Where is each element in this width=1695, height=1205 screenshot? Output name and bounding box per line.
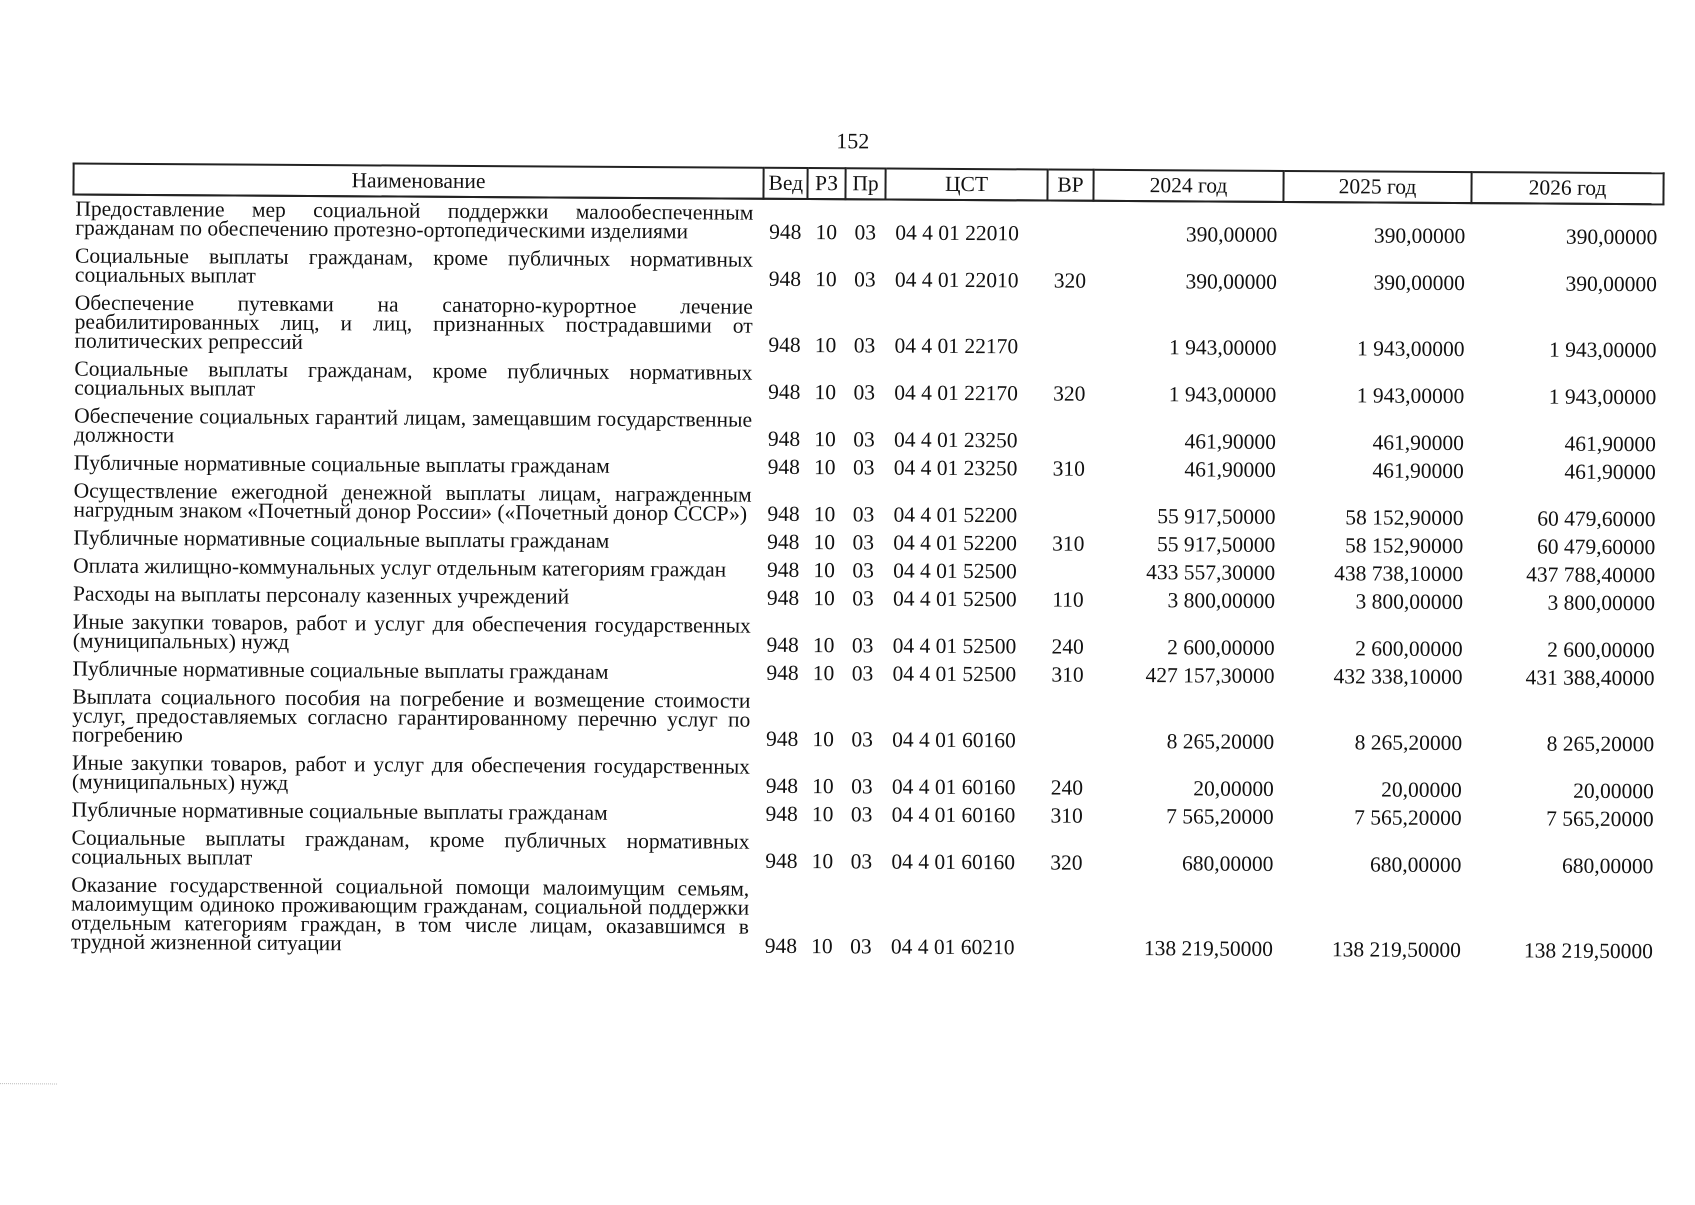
row-cst: 04 4 01 23250 (893, 455, 1018, 481)
row-ved: 948 (766, 632, 799, 657)
row-cst: 04 4 01 22170 (894, 333, 1019, 359)
row-amount-2026: 8 265,20000 (1546, 731, 1655, 757)
row-vr: 310 (1050, 803, 1083, 828)
row-rz: 10 (813, 502, 836, 527)
row-ved: 948 (769, 219, 802, 245)
row-vr: 110 (1052, 587, 1084, 612)
row-pr: 03 (853, 380, 876, 405)
row-amount-2024: 461,90000 (1184, 457, 1276, 482)
row-amount-2024: 20,00000 (1193, 776, 1274, 801)
row-name: Социальные выплаты гражданам, кроме публичных нормативных социальных выплат (74, 356, 753, 401)
row-cst: 04 4 01 60160 (891, 774, 1016, 800)
row-amount-2024: 8 265,20000 (1166, 729, 1275, 754)
row-amount-2024: 680,00000 (1181, 851, 1274, 876)
row-amount-2025: 2 600,00000 (1355, 636, 1463, 662)
row-rz: 10 (812, 633, 835, 658)
row-ved: 948 (765, 801, 798, 826)
row-vr (1043, 877, 1090, 962)
row-amount-2026: 138 219,50000 (1523, 938, 1653, 964)
row-amount-2026: 431 388,40000 (1525, 665, 1655, 691)
row-amount-2025: 390,00000 (1373, 223, 1466, 249)
row-name: Публичные нормативные социальные выплаты гражданам (72, 656, 609, 684)
row-amount-2026: 60 479,60000 (1537, 534, 1656, 560)
row-cst: 04 4 01 60160 (891, 802, 1016, 828)
row-amount-2026: 20,00000 (1573, 778, 1654, 804)
row-vr (1045, 558, 1091, 586)
row-amount-2026: 1 943,00000 (1548, 384, 1657, 410)
row-name: Обеспечение социальных гарантий лицам, замещавшим государственные должности (73, 403, 753, 448)
row-amount-2024: 1 943,00000 (1168, 335, 1277, 360)
row-amount-2025: 20,00000 (1381, 777, 1462, 803)
row-vr: 320 (1053, 381, 1086, 406)
row-vr: 320 (1050, 850, 1083, 875)
row-ved: 948 (768, 379, 801, 404)
row-vr (1046, 409, 1092, 456)
row-rz: 10 (811, 934, 833, 959)
row-name: Оплата жилищно-коммунальных услуг отдельным категориям граждан (73, 553, 727, 582)
row-amount-2026: 60 479,60000 (1537, 506, 1656, 532)
row-name: Обеспечение путевками на санаторно-курортное лечение реабилитированных лиц, и лиц, признанных пострадавшими от политических репрессий (74, 290, 753, 354)
row-amount-2025: 1 943,00000 (1356, 383, 1465, 409)
row-cst: 04 4 01 60160 (892, 727, 1016, 753)
row-vr (1044, 689, 1090, 755)
row-cst: 04 4 01 22010 (894, 267, 1019, 293)
row-rz: 10 (812, 727, 834, 752)
row-amount-2026: 680,00000 (1561, 853, 1654, 879)
row-vr: 320 (1053, 268, 1087, 293)
row-amount-2025: 432 338,10000 (1333, 664, 1463, 690)
row-ved: 948 (766, 585, 800, 610)
row-amount-2025: 8 265,20000 (1354, 730, 1463, 756)
row-name: Осуществление ежегодной денежной выплаты лицам, награжденным нагрудным знаком «Почетный донор России» («Почетный донор СССР») (73, 478, 752, 526)
row-cst: 04 4 01 52500 (892, 661, 1017, 687)
row-cst: 04 4 01 52500 (892, 633, 1017, 659)
row-amount-2024: 55 917,50000 (1157, 532, 1276, 557)
row-pr: 03 (854, 267, 876, 292)
row-amount-2025: 58 152,90000 (1345, 533, 1464, 559)
row-amount-2026: 2 600,00000 (1547, 637, 1655, 663)
row-amount-2025: 3 800,00000 (1355, 589, 1464, 615)
row-amount-2024: 138 219,50000 (1143, 936, 1273, 961)
row-rz: 10 (814, 333, 837, 358)
row-amount-2026: 461,90000 (1564, 431, 1657, 457)
row-amount-2025: 680,00000 (1369, 852, 1462, 878)
row-rz: 10 (812, 661, 835, 686)
row-pr: 03 (851, 774, 873, 799)
row-cst: 04 4 01 52200 (893, 530, 1018, 556)
header-vr: ВР (1047, 170, 1093, 201)
row-amount-2024: 427 157,30000 (1145, 663, 1275, 688)
row-amount-2026: 461,90000 (1564, 459, 1656, 485)
row-name: Предоставление мер социальной поддержки малообеспеченным гражданам по обеспечению протезно-ортопедическими изделиями (75, 196, 754, 244)
row-ved: 948 (764, 933, 798, 958)
header-name: Наименование (73, 164, 763, 199)
scan-artifact (0, 1083, 57, 1085)
row-amount-2026: 3 800,00000 (1547, 590, 1656, 616)
row-cst: 04 4 01 60210 (890, 934, 1015, 960)
row-vr: 310 (1052, 531, 1085, 556)
row-pr: 03 (850, 934, 872, 959)
row-pr: 03 (851, 727, 873, 752)
row-ved: 948 (767, 454, 801, 479)
row-ved: 948 (765, 726, 799, 751)
row-pr: 03 (852, 586, 874, 611)
row-rz: 10 (813, 530, 836, 555)
row-ved: 948 (766, 557, 800, 582)
row-name: Иные закупки товаров, работ и услуг для обеспечения государственных (муниципальных) нужд (72, 609, 751, 654)
row-ved: 948 (767, 426, 801, 451)
row-amount-2025: 7 565,20000 (1354, 805, 1462, 831)
table-row (69, 872, 1659, 967)
row-vr (1045, 483, 1091, 530)
row-amount-2025: 461,90000 (1372, 430, 1465, 456)
row-rz: 10 (814, 380, 837, 405)
row-ved: 948 (767, 501, 800, 526)
row-amount-2024: 55 917,50000 (1157, 504, 1276, 529)
row-cst: 04 4 01 22010 (895, 220, 1019, 246)
header-2024: 2024 год (1093, 170, 1283, 202)
row-amount-2026: 390,00000 (1565, 271, 1658, 297)
row-name: Социальные выплаты гражданам, кроме публичных нормативных социальных выплат (71, 825, 750, 870)
row-vr: 310 (1051, 662, 1084, 687)
row-ved: 948 (765, 773, 799, 798)
row-amount-2024: 7 565,20000 (1166, 804, 1274, 829)
row-pr: 03 (852, 530, 875, 555)
row-ved: 948 (765, 848, 798, 873)
row-pr: 03 (853, 427, 875, 452)
row-vr (1047, 201, 1093, 249)
row-rz: 10 (813, 455, 836, 480)
row-pr: 03 (853, 333, 876, 358)
row-rz: 10 (811, 802, 834, 827)
header-pr: Пр (845, 168, 885, 199)
row-cst: 04 4 01 52500 (893, 558, 1017, 584)
row-rz: 10 (815, 220, 838, 245)
row-rz: 10 (813, 586, 835, 611)
row-cst: 04 4 01 52200 (893, 502, 1018, 528)
row-vr: 240 (1051, 634, 1084, 659)
row-ved: 948 (766, 660, 799, 685)
row-amount-2025: 1 943,00000 (1356, 336, 1465, 362)
row-amount-2026: 1 943,00000 (1548, 337, 1657, 363)
row-name: Иные закупки товаров, работ и услуг для обеспечения государственных (муниципальных) нужд (71, 750, 751, 795)
row-name: Расходы на выплаты персоналу казенных учреждений (72, 581, 570, 609)
row-pr: 03 (850, 849, 873, 874)
row-amount-2024: 390,00000 (1185, 222, 1278, 247)
header-2026: 2026 год (1471, 172, 1663, 204)
row-pr: 03 (851, 661, 874, 686)
row-name: Оказание государственной социальной помощи малоимущим семьям, малоимущим одиноко проживающим гражданам, социальной поддержки отдельным категориям граждан, в том числе лицам, оказавшимся в трудной жизненной ситуации (70, 872, 750, 956)
row-rz: 10 (811, 849, 834, 874)
table-row (70, 684, 1660, 760)
header-cst: ЦСТ (885, 169, 1047, 201)
row-amount-2024: 1 943,00000 (1168, 382, 1277, 407)
row-cst: 04 4 01 60160 (891, 849, 1016, 875)
row-pr: 03 (852, 455, 875, 480)
header-rz: РЗ (807, 168, 845, 199)
budget-table (68, 163, 1665, 967)
row-amount-2024: 390,00000 (1185, 269, 1278, 294)
row-ved: 948 (768, 332, 801, 357)
row-amount-2024: 2 600,00000 (1167, 635, 1275, 660)
row-amount-2025: 438 738,10000 (1334, 561, 1464, 587)
page-number: 152 (836, 128, 870, 154)
row-rz: 10 (814, 427, 836, 452)
row-vr: 310 (1052, 456, 1086, 481)
row-pr: 03 (851, 633, 874, 658)
row-pr: 03 (854, 220, 877, 245)
row-amount-2024: 433 557,30000 (1146, 560, 1276, 585)
row-pr: 03 (850, 802, 873, 827)
row-amount-2025: 390,00000 (1373, 270, 1466, 296)
row-vr (1046, 296, 1092, 362)
row-ved: 948 (768, 266, 802, 292)
row-amount-2024: 461,90000 (1184, 429, 1277, 454)
header-2025: 2025 год (1283, 171, 1471, 203)
table-row (72, 290, 1662, 366)
row-amount-2025: 58 152,90000 (1345, 505, 1464, 531)
row-amount-2026: 390,00000 (1565, 224, 1658, 250)
row-name: Публичные нормативные социальные выплаты гражданам (71, 797, 608, 825)
row-amount-2025: 461,90000 (1372, 458, 1464, 484)
row-rz: 10 (815, 267, 837, 292)
row-amount-2026: 437 788,40000 (1526, 562, 1656, 588)
row-cst: 04 4 01 23250 (893, 427, 1018, 453)
row-name: Социальные выплаты гражданам, кроме публичных нормативных социальных выплат (74, 243, 754, 288)
row-name: Выплата социального пособия на погребение и возмещение стоимости услуг, предоставляемых согласно гарантированному перечню услуг по погребению (72, 684, 751, 748)
row-amount-2024: 3 800,00000 (1167, 588, 1276, 613)
row-pr: 03 (852, 558, 875, 583)
row-rz: 10 (812, 774, 834, 799)
row-rz: 10 (813, 558, 836, 583)
row-name: Публичные нормативные социальные выплаты гражданам (73, 450, 610, 478)
row-cst: 04 4 01 52500 (892, 586, 1017, 612)
table-body (69, 195, 1664, 967)
row-amount-2025: 138 219,50000 (1331, 937, 1461, 963)
row-name: Публичные нормативные социальные выплаты гражданам (73, 525, 610, 553)
row-ved: 948 (767, 529, 800, 554)
header-ved: Вед (763, 168, 807, 199)
row-amount-2026: 7 565,20000 (1546, 806, 1654, 832)
row-cst: 04 4 01 22170 (894, 380, 1018, 406)
row-pr: 03 (852, 502, 875, 527)
row-vr: 240 (1050, 775, 1084, 800)
